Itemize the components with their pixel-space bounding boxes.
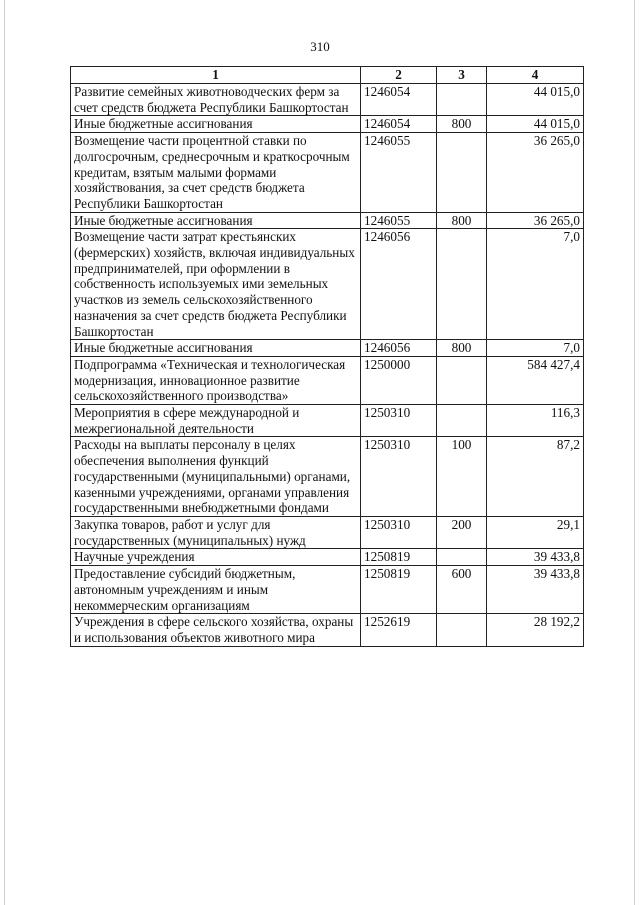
row-amount: 39 433,8 [487, 566, 584, 614]
row-type [437, 614, 487, 646]
row-name: Возмещение части затрат крестьянских (фермерских) хозяйств, включая индивидуальных предпринимателей, при оформлении в собственность используемых ими земельных участков из земель сельскохозяйственного назначения за счет средств бюджета Республики Башкортостан [71, 229, 361, 340]
row-code: 1250000 [361, 356, 437, 404]
table-row [71, 116, 584, 133]
table-row [71, 340, 584, 357]
column-header-4: 4 [487, 67, 584, 84]
column-header-2: 2 [361, 67, 437, 84]
table-row [71, 212, 584, 229]
row-amount: 44 015,0 [487, 116, 584, 133]
row-type [437, 405, 487, 437]
row-amount: 36 265,0 [487, 133, 584, 213]
scan-edge-left [4, 0, 5, 905]
row-name: Развитие семейных животноводческих ферм за счет средств бюджета Республики Башкортостан [71, 84, 361, 116]
row-amount: 116,3 [487, 405, 584, 437]
row-type [437, 549, 487, 566]
row-type [437, 229, 487, 340]
row-code: 1246054 [361, 84, 437, 116]
row-amount: 44 015,0 [487, 84, 584, 116]
row-code: 1246055 [361, 212, 437, 229]
row-name: Научные учреждения [71, 549, 361, 566]
table-row [71, 566, 584, 614]
row-name: Учреждения в сфере сельского хозяйства, охраны и использования объектов животного мира [71, 614, 361, 646]
row-type: 600 [437, 566, 487, 614]
row-amount: 36 265,0 [487, 212, 584, 229]
table-row [71, 405, 584, 437]
table-row [71, 614, 584, 646]
row-code: 1246055 [361, 133, 437, 213]
table-header-row [71, 67, 584, 84]
row-name: Расходы на выплаты персоналу в целях обеспечения выполнения функций государственными (муниципальными) органами, казенными учреждениями, органами управления государственными внебюджетными фондами [71, 437, 361, 517]
row-type [437, 133, 487, 213]
row-amount: 7,0 [487, 340, 584, 357]
table-row [71, 229, 584, 340]
scan-edge-right [634, 0, 635, 905]
row-name: Закупка товаров, работ и услуг для государственных (муниципальных) нужд [71, 516, 361, 548]
row-type: 100 [437, 437, 487, 517]
row-type [437, 356, 487, 404]
column-header-1: 1 [71, 67, 361, 84]
row-code: 1250819 [361, 566, 437, 614]
row-type: 800 [437, 340, 487, 357]
table-row [71, 356, 584, 404]
table-row [71, 437, 584, 517]
row-type: 800 [437, 116, 487, 133]
row-name: Возмещение части процентной ставки по долгосрочным, среднесрочным и краткосрочным кредитам, взятым малыми формами хозяйствования, за счет средств бюджета Республики Башкортостан [71, 133, 361, 213]
row-amount: 7,0 [487, 229, 584, 340]
row-amount: 584 427,4 [487, 356, 584, 404]
row-type: 800 [437, 212, 487, 229]
row-name: Подпрограмма «Техническая и технологическая модернизация, инновационное развитие сельскохозяйственного производства» [71, 356, 361, 404]
row-code: 1250819 [361, 549, 437, 566]
table-row [71, 516, 584, 548]
page-number: 310 [310, 39, 330, 54]
row-name: Иные бюджетные ассигнования [71, 212, 361, 229]
row-code: 1250310 [361, 437, 437, 517]
column-header-3: 3 [437, 67, 487, 84]
row-code: 1246054 [361, 116, 437, 133]
row-amount: 28 192,2 [487, 614, 584, 646]
row-amount: 39 433,8 [487, 549, 584, 566]
row-code: 1250310 [361, 516, 437, 548]
row-amount: 87,2 [487, 437, 584, 517]
row-name: Предоставление субсидий бюджетным, автономным учреждениям и иным некоммерческим организациям [71, 566, 361, 614]
table-row [71, 133, 584, 213]
row-code: 1246056 [361, 340, 437, 357]
budget-table [70, 66, 584, 647]
row-type: 200 [437, 516, 487, 548]
row-name: Иные бюджетные ассигнования [71, 116, 361, 133]
row-name: Мероприятия в сфере международной и межрегиональной деятельности [71, 405, 361, 437]
table-row [71, 549, 584, 566]
row-amount: 29,1 [487, 516, 584, 548]
row-code: 1246056 [361, 229, 437, 340]
row-type [437, 84, 487, 116]
row-code: 1252619 [361, 614, 437, 646]
row-code: 1250310 [361, 405, 437, 437]
row-name: Иные бюджетные ассигнования [71, 340, 361, 357]
table-row [71, 84, 584, 116]
